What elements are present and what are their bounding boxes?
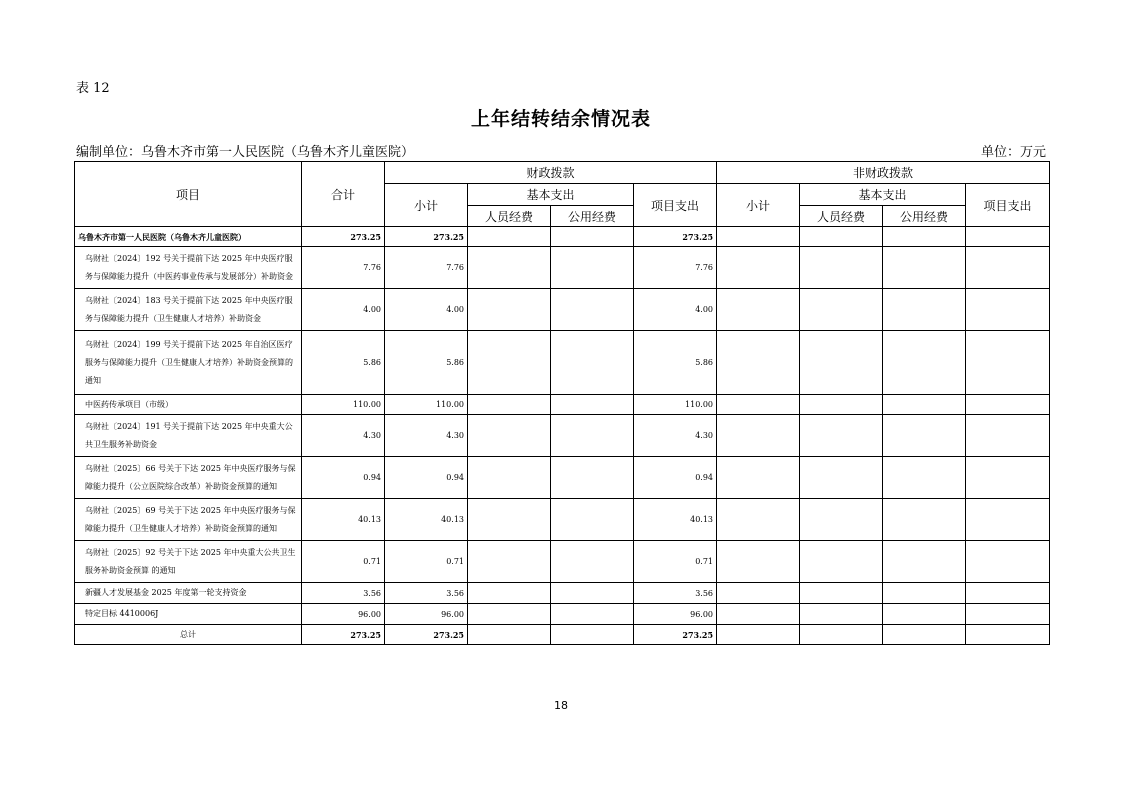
table-row [75,247,1050,289]
row-subtotal: 5.86 [385,331,468,395]
row-subtotal: 4.30 [385,415,468,457]
row-name: 乌财社〔2025〕69 号关于下达 2025 年中央医疗服务与保障能力提升（卫生健康人才培养）补助资金预算的通知 [75,499,302,541]
table-row [75,331,1050,395]
header-fiscal-basic: 基本支出 [468,184,634,206]
total-subtotal: 273.25 [385,625,468,645]
header-fiscal-project: 项目支出 [634,184,717,227]
row-project: 96.00 [634,604,717,625]
header-total: 合计 [302,162,385,227]
row-subtotal: 7.76 [385,247,468,289]
row-total: 0.71 [302,541,385,583]
row-project: 3.56 [634,583,717,604]
organization-label: 编制单位：乌鲁木齐市第一人民医院（乌鲁木齐儿童医院） [76,145,415,160]
row-name: 中医药传承项目（市级） [75,395,302,415]
header-nonfiscal-personnel: 人员经费 [800,206,883,227]
row-total: 7.76 [302,247,385,289]
row-subtotal: 0.94 [385,457,468,499]
table-row [75,289,1050,331]
carryover-table [74,161,1050,645]
row-project: 0.94 [634,457,717,499]
row-total: 4.30 [302,415,385,457]
row-total: 40.13 [302,499,385,541]
total-total: 273.25 [302,625,385,645]
row-total: 3.56 [302,583,385,604]
row-total: 96.00 [302,604,385,625]
row-subtotal: 273.25 [385,227,468,247]
header-nonfiscal: 非财政拨款 [717,162,1050,184]
page-title: 上年结转结余情况表 [470,108,651,130]
row-name: 乌鲁木齐市第一人民医院（乌鲁木齐儿童医院） [75,227,302,247]
row-subtotal: 4.00 [385,289,468,331]
header-nonfiscal-subtotal: 小计 [717,184,800,227]
row-name: 乌财社〔2024〕191 号关于提前下达 2025 年中央重大公共卫生服务补助资金 [75,415,302,457]
total-project: 273.25 [634,625,717,645]
row-subtotal: 0.71 [385,541,468,583]
row-project: 40.13 [634,499,717,541]
header-nonfiscal-project: 项目支出 [966,184,1050,227]
total-label: 总计 [75,625,302,645]
header-fiscal: 财政拨款 [385,162,717,184]
row-subtotal: 3.56 [385,583,468,604]
table-row [75,583,1050,604]
table-row [75,604,1050,625]
table-row [75,415,1050,457]
row-total: 0.94 [302,457,385,499]
total-row [75,625,1050,645]
table-number: 表 12 [76,81,110,96]
row-project: 0.71 [634,541,717,583]
row-total: 5.86 [302,331,385,395]
row-name: 新疆人才发展基金 2025 年度第一轮支持资金 [75,583,302,604]
row-name: 乌财社〔2024〕199 号关于提前下达 2025 年自治区医疗服务与保障能力提升（卫生健康人才培养）补助资金预算的通知 [75,331,302,395]
header-fiscal-subtotal: 小计 [385,184,468,227]
row-name: 乌财社〔2024〕183 号关于提前下达 2025 年中央医疗服务与保障能力提升（卫生健康人才培养）补助资金 [75,289,302,331]
unit-label: 单位：万元 [980,145,1046,160]
page-number: 18 [554,699,568,712]
row-subtotal: 40.13 [385,499,468,541]
row-project: 273.25 [634,227,717,247]
header-fiscal-personnel: 人员经费 [468,206,551,227]
table-row [75,227,1050,247]
row-project: 7.76 [634,247,717,289]
header-project: 项目 [75,162,302,227]
header-fiscal-public: 公用经费 [551,206,634,227]
row-name: 乌财社〔2025〕66 号关于下达 2025 年中央医疗服务与保障能力提升（公立医院综合改革）补助资金预算的通知 [75,457,302,499]
row-project: 4.00 [634,289,717,331]
row-total: 110.00 [302,395,385,415]
row-project: 110.00 [634,395,717,415]
row-project: 4.30 [634,415,717,457]
table-row [75,541,1050,583]
row-total: 273.25 [302,227,385,247]
row-total: 4.00 [302,289,385,331]
row-subtotal: 96.00 [385,604,468,625]
row-project: 5.86 [634,331,717,395]
row-subtotal: 110.00 [385,395,468,415]
table-row [75,499,1050,541]
row-name: 乌财社〔2025〕92 号关于下达 2025 年中央重大公共卫生服务补助资金预算 的通知 [75,541,302,583]
table-row [75,457,1050,499]
header-nonfiscal-public: 公用经费 [883,206,966,227]
header-nonfiscal-basic: 基本支出 [800,184,966,206]
row-name: 乌财社〔2024〕192 号关于提前下达 2025 年中央医疗服务与保障能力提升（中医药事业传承与发展部分）补助资金 [75,247,302,289]
row-name: 特定目标 4410006J [75,604,302,625]
table-row [75,395,1050,415]
